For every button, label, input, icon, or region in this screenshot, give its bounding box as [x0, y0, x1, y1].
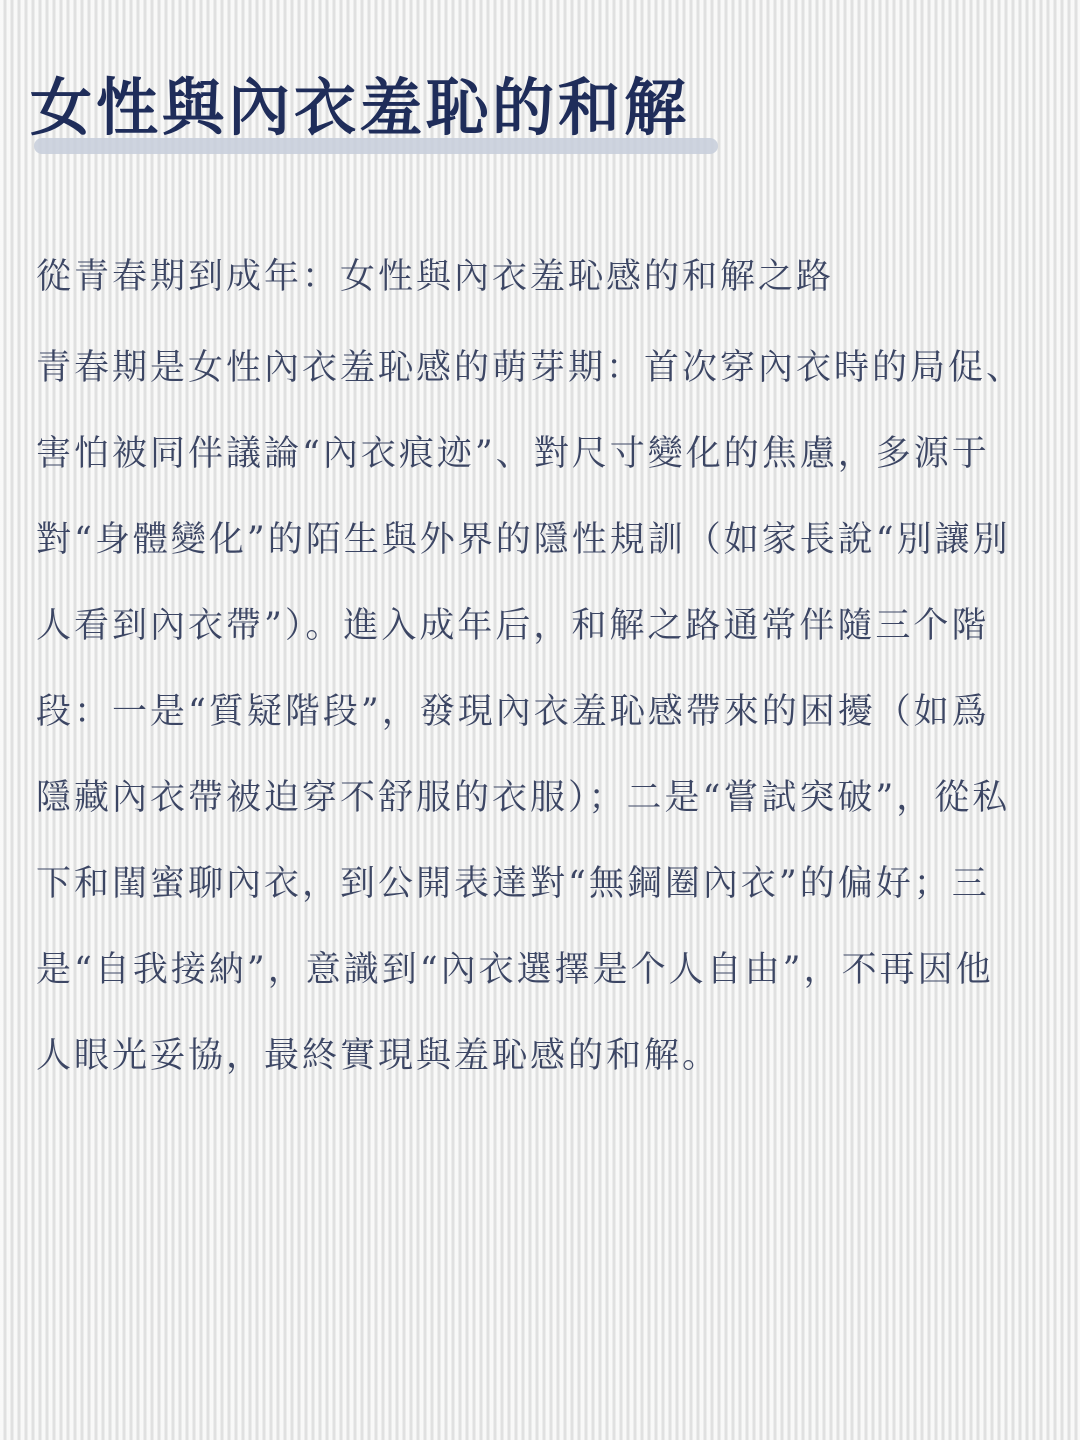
article-content [36, 240, 1026, 1099]
title-block [30, 68, 730, 168]
article-body: 青春期是女性內衣羞恥感的萌芽期：首次穿內衣時的局促、害怕被同伴議論“內衣痕迹”、對尺寸變化的焦慮，多源于對“身體變化”的陌生與外界的隱性規訓（如家長說“別讓別人看到內衣帶”）。進入成年后，和解之路通常伴隨三个階段：一是“質疑階段”，發現內衣羞恥感帶來的困擾（如爲隱藏內衣帶被迫穿不舒服的衣服）；二是“嘗試突破”，從私下和閨蜜聊內衣，到公開表達對“無鋼圈內衣”的偏好；三是“自我接納”，意識到“內衣選擇是个人自由”，不再因他人眼光妥協，最終實現與羞恥感的和解。 [36, 348, 1025, 1076]
article-subtitle: 從青春期到成年：女性與內衣羞恥感的和解之路 [36, 257, 835, 297]
page-title: 女性與內衣羞恥的和解 [30, 71, 691, 144]
